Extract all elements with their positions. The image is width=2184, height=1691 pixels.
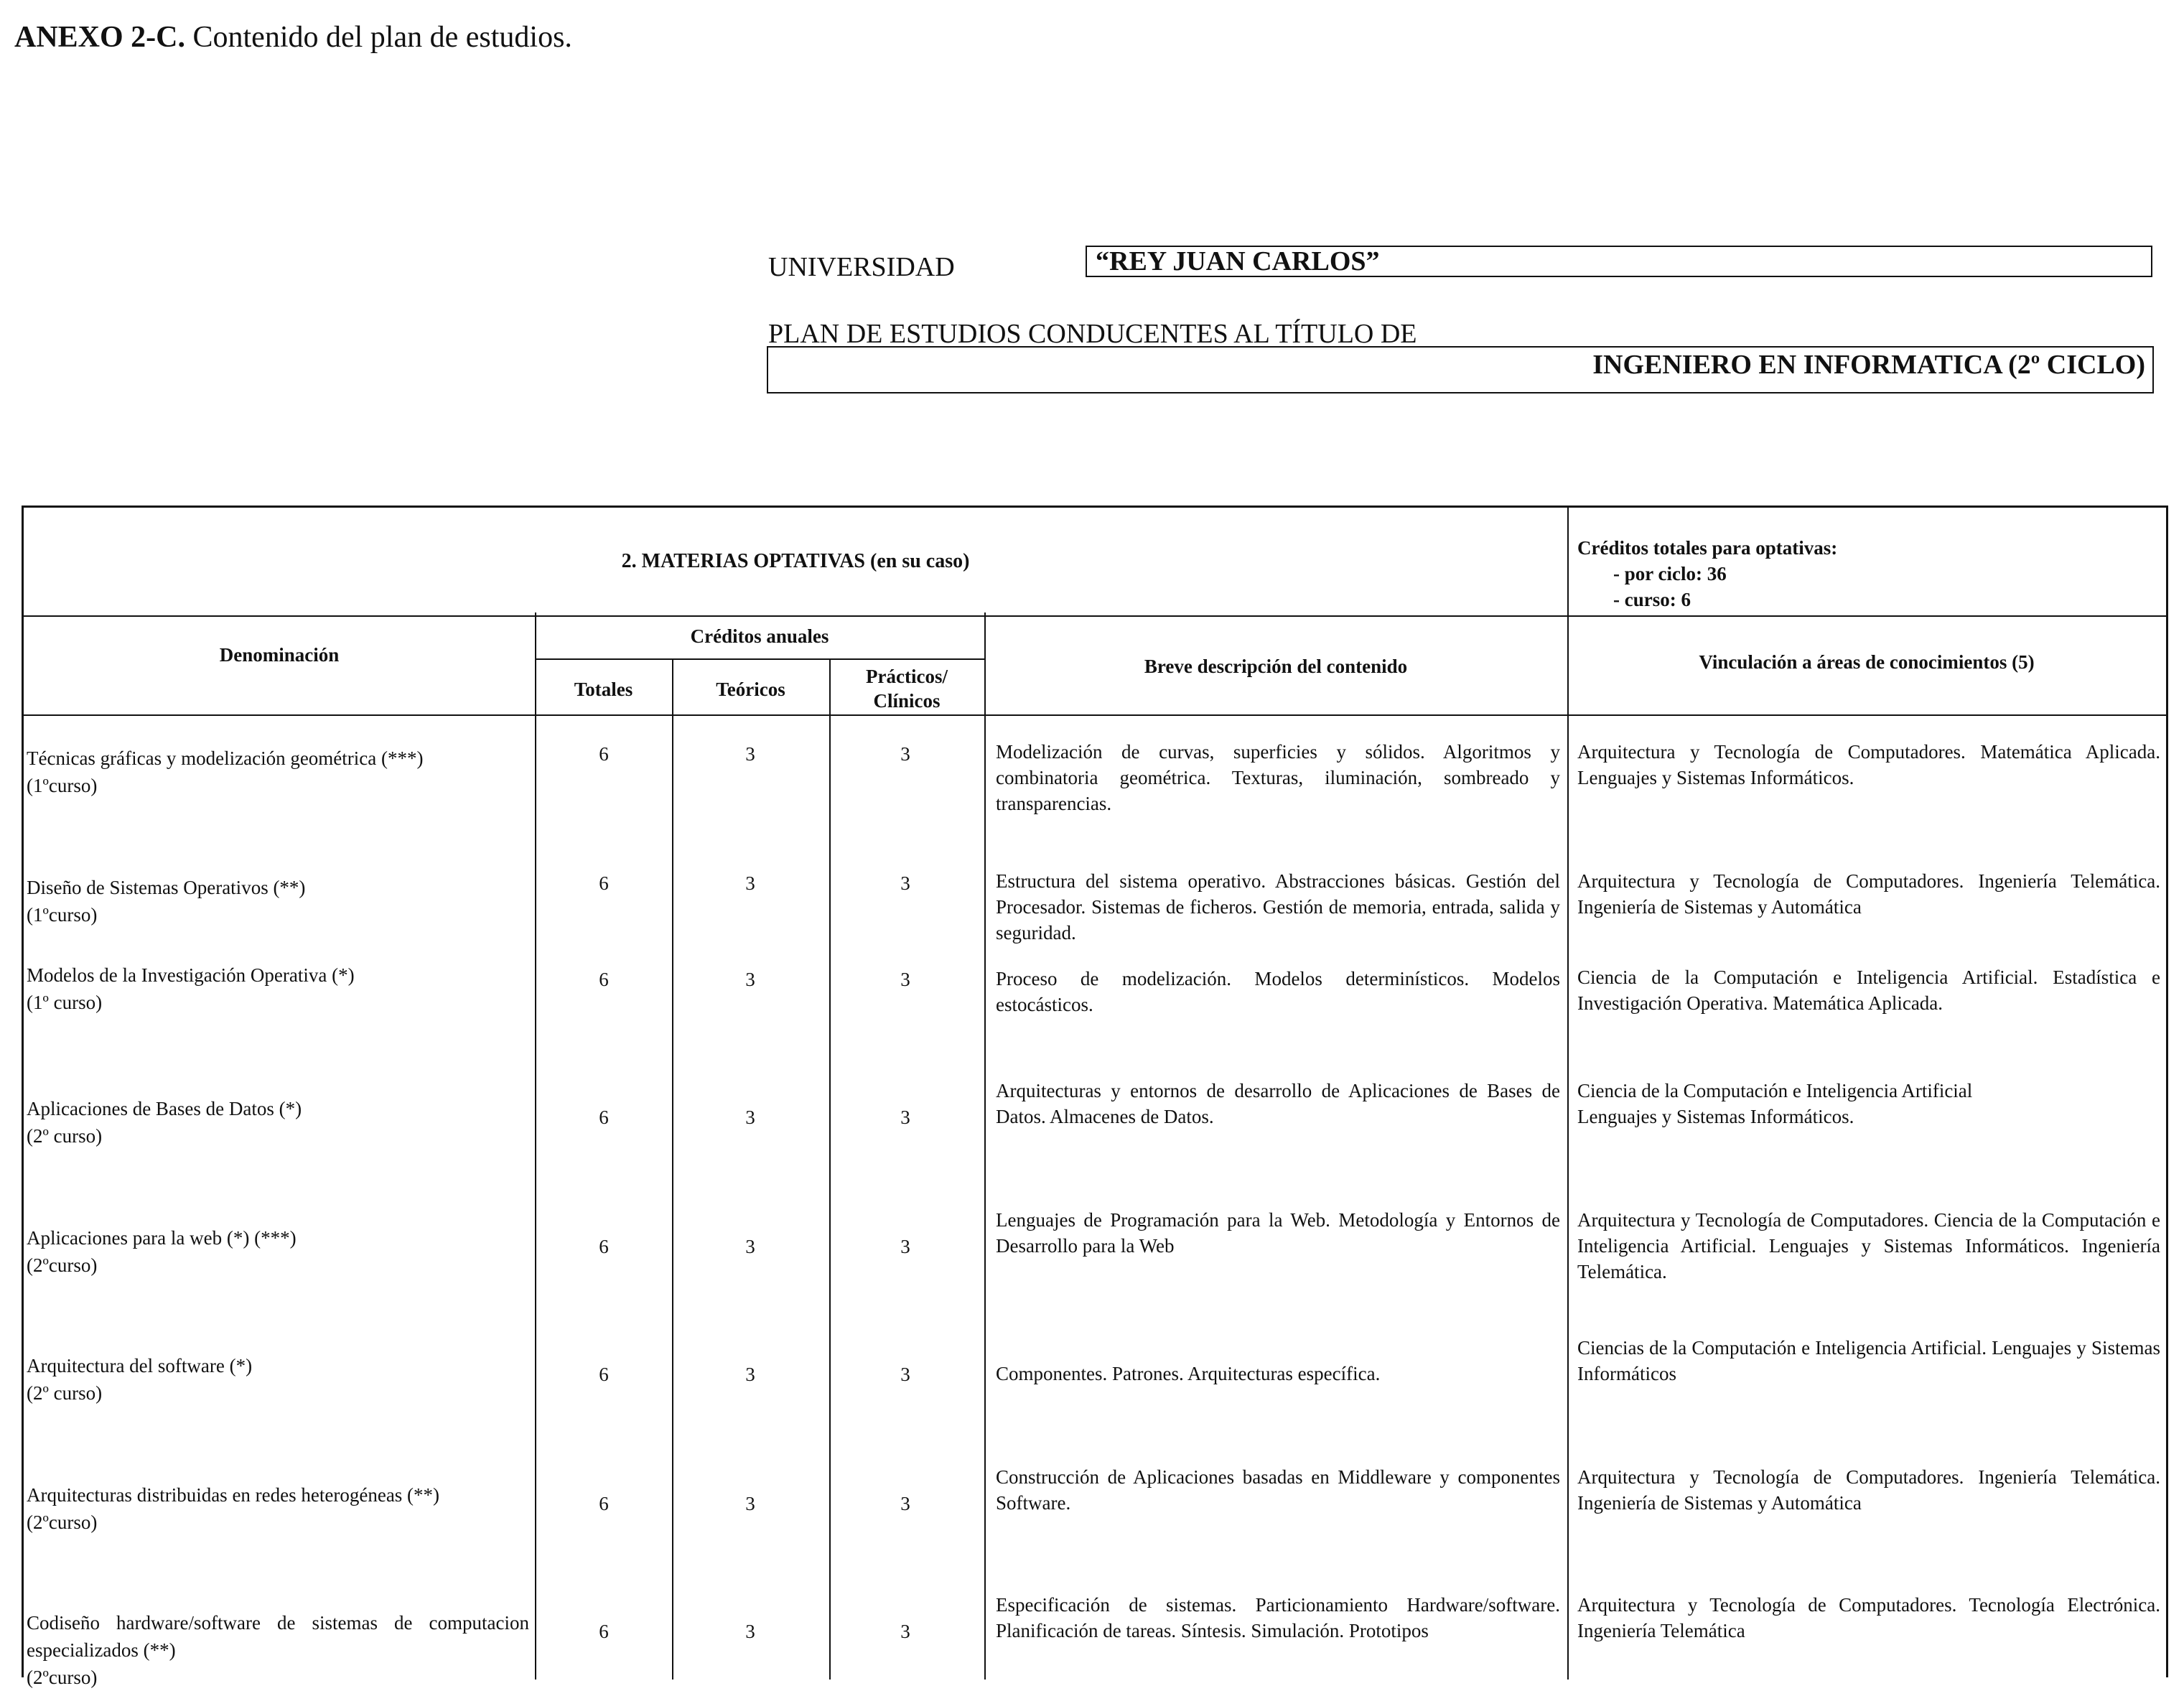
col-practicos-line1: Prácticos/ bbox=[866, 666, 948, 687]
col-denominacion: Denominación bbox=[219, 644, 340, 666]
row-descripcion: Arquitecturas y entornos de desarrollo de Aplicaciones de Bases de Datos. Almacenes de Datos. bbox=[996, 1080, 1560, 1127]
row-denominacion bbox=[27, 1609, 529, 1691]
row-vinculacion: Arquitectura y Tecnología de Computadores. Ingeniería Telemática. Ingeniería de Sistemas y Automática bbox=[1577, 870, 2160, 918]
creditos-totales-box bbox=[1567, 508, 2166, 608]
col-teoricos: Teóricos bbox=[716, 679, 785, 700]
row-denominacion-line: (2ºcurso) bbox=[27, 1667, 98, 1688]
row-teoricos: 3 bbox=[745, 1493, 755, 1514]
row-practicos: 3 bbox=[900, 969, 910, 990]
creditos-por-ciclo: - por ciclo: 36 bbox=[1613, 563, 1727, 584]
row-practicos: 3 bbox=[900, 1493, 910, 1514]
col-divider bbox=[1567, 601, 1569, 1680]
row-descripcion: Componentes. Patrones. Arquitecturas específica. bbox=[996, 1363, 1381, 1384]
row-denominacion bbox=[27, 874, 529, 928]
row-descripcion: Especificación de sistemas. Particionamiento Hardware/software. Planificación de tareas. Síntesis. Simulación. Prototipos bbox=[996, 1594, 1560, 1641]
row-totales: 6 bbox=[599, 1493, 609, 1514]
row-descripcion: Construcción de Aplicaciones basadas en Middleware y componentes Software. bbox=[996, 1466, 1560, 1514]
row-denominacion-line: (1ºcurso) bbox=[27, 775, 98, 796]
row-totales: 6 bbox=[599, 969, 609, 990]
row-totales: 6 bbox=[599, 1621, 609, 1642]
row-totales: 6 bbox=[599, 1107, 609, 1128]
row-teoricos: 3 bbox=[745, 1236, 755, 1257]
row-totales: 6 bbox=[599, 1364, 609, 1385]
row-teoricos: 3 bbox=[745, 743, 755, 765]
row-denominacion bbox=[27, 1224, 529, 1279]
row-vinculacion: Ciencia de la Computación e Inteligencia Artificial. Estadística e Investigación Operativa. Matemática Aplicada. bbox=[1577, 966, 2160, 1014]
col-divider bbox=[672, 658, 673, 1680]
row-teoricos: 3 bbox=[745, 1621, 755, 1642]
row-denominacion-line: (2º curso) bbox=[27, 1382, 103, 1404]
row-vinculacion: Arquitectura y Tecnología de Computadores. Ingeniería Telemática. Ingeniería de Sistemas y Automática bbox=[1577, 1466, 2160, 1514]
row-denominacion-line: Modelos de la Investigación Operativa (*) bbox=[27, 964, 355, 986]
row-denominacion bbox=[27, 1481, 529, 1536]
row-practicos: 3 bbox=[900, 1621, 910, 1642]
row-denominacion bbox=[27, 1352, 529, 1407]
anexo-label: ANEXO 2-C. bbox=[14, 21, 185, 54]
row-teoricos: 3 bbox=[745, 969, 755, 990]
row-denominacion-line: Arquitectura del software (*) bbox=[27, 1355, 253, 1376]
row-denominacion bbox=[27, 1095, 529, 1150]
row-denominacion-line: Técnicas gráficas y modelización geométrica (***) bbox=[27, 747, 424, 769]
row-denominacion-line: (2ºcurso) bbox=[27, 1254, 98, 1276]
row-practicos: 3 bbox=[900, 743, 910, 765]
row-denominacion bbox=[27, 745, 529, 799]
header-divider bbox=[535, 658, 984, 660]
row-descripcion: Modelización de curvas, superficies y sólidos. Algoritmos y combinatoria geométrica. Texturas, iluminación, sombreado y transparencias. bbox=[996, 741, 1560, 814]
optativas-table bbox=[22, 506, 2168, 1688]
col-totales: Totales bbox=[574, 679, 633, 700]
row-practicos: 3 bbox=[900, 1236, 910, 1257]
row-teoricos: 3 bbox=[745, 1107, 755, 1128]
row-descripcion: Estructura del sistema operativo. Abstracciones básicas. Gestión del Procesador. Sistemas de ficheros. Gestión de memoria, entrada, salida y seguridad. bbox=[996, 870, 1560, 944]
row-denominacion-line: (2º curso) bbox=[27, 1125, 103, 1147]
row-denominacion-line: (2ºcurso) bbox=[27, 1511, 98, 1533]
row-denominacion-line: Aplicaciones para la web (*) (***) bbox=[27, 1227, 297, 1249]
universidad-label: UNIVERSIDAD bbox=[768, 252, 955, 282]
titulo-value: INGENIERO EN INFORMATICA (2º CICLO) bbox=[767, 346, 2154, 393]
header-divider bbox=[24, 714, 2166, 716]
creditos-totales-title: Créditos totales para optativas: bbox=[1577, 537, 1838, 559]
col-divider bbox=[984, 612, 986, 1680]
col-practicos bbox=[829, 664, 984, 713]
row-denominacion-line: Aplicaciones de Bases de Datos (*) bbox=[27, 1098, 302, 1119]
row-vinculacion: Arquitectura y Tecnología de Computadores. Ciencia de la Computación e Inteligencia Artificial. Lenguajes y Sistemas Informáticos. Ingeniería Telemática. bbox=[1577, 1209, 2160, 1282]
document-heading bbox=[14, 20, 572, 55]
creditos-curso: - curso: 6 bbox=[1613, 589, 1691, 610]
col-descripcion: Breve descripción del contenido bbox=[1144, 656, 1408, 677]
row-teoricos: 3 bbox=[745, 872, 755, 894]
row-practicos: 3 bbox=[900, 1364, 910, 1385]
anexo-title: Contenido del plan de estudios. bbox=[192, 21, 572, 54]
row-vinculacion: Arquitectura y Tecnología de Computadores. Matemática Aplicada. Lenguajes y Sistemas Informáticos. bbox=[1577, 741, 2160, 788]
row-vinculacion: Ciencia de la Computación e Inteligencia Artificial Lenguajes y Sistemas Informáticos. bbox=[1577, 1080, 1973, 1127]
row-denominacion bbox=[27, 961, 529, 1016]
col-divider bbox=[829, 658, 831, 1680]
col-practicos-line2: Clínicos bbox=[873, 690, 941, 712]
row-vinculacion: Ciencias de la Computación e Inteligencia Artificial. Lenguajes y Sistemas Informáticos bbox=[1577, 1337, 2160, 1384]
row-totales: 6 bbox=[599, 1236, 609, 1257]
table-header-top bbox=[24, 508, 2166, 617]
universidad-value: “REY JUAN CARLOS” bbox=[1086, 246, 2152, 277]
row-denominacion-line: Arquitecturas distribuidas en redes heterogéneas (**) bbox=[27, 1484, 440, 1506]
row-vinculacion: Arquitectura y Tecnología de Computadores. Tecnología Electrónica. Ingeniería Telemática bbox=[1577, 1594, 2160, 1641]
row-descripcion: Lenguajes de Programación para la Web. Metodología y Entornos de Desarrollo para la Web bbox=[996, 1209, 1560, 1257]
col-divider bbox=[535, 612, 536, 1680]
row-totales: 6 bbox=[599, 872, 609, 894]
row-denominacion-line: Codiseño hardware/software de sistemas de computacion especializados (**) bbox=[27, 1612, 529, 1661]
row-denominacion-line: (1ºcurso) bbox=[27, 904, 98, 926]
row-descripcion: Proceso de modelización. Modelos determinísticos. Modelos estocásticos. bbox=[996, 968, 1560, 1015]
row-denominacion-line: (1º curso) bbox=[27, 992, 103, 1013]
col-creditos-anuales: Créditos anuales bbox=[690, 625, 829, 647]
row-teoricos: 3 bbox=[745, 1364, 755, 1385]
row-denominacion-line: Diseño de Sistemas Operativos (**) bbox=[27, 877, 306, 898]
section-title: 2. MATERIAS OPTATIVAS (en su caso) bbox=[621, 550, 970, 572]
row-practicos: 3 bbox=[900, 872, 910, 894]
col-vinculacion: Vinculación a áreas de conocimientos (5) bbox=[1699, 651, 2035, 673]
row-totales: 6 bbox=[599, 743, 609, 765]
row-practicos: 3 bbox=[900, 1107, 910, 1128]
plan-label: PLAN DE ESTUDIOS CONDUCENTES AL TÍTULO DE bbox=[768, 319, 1417, 349]
